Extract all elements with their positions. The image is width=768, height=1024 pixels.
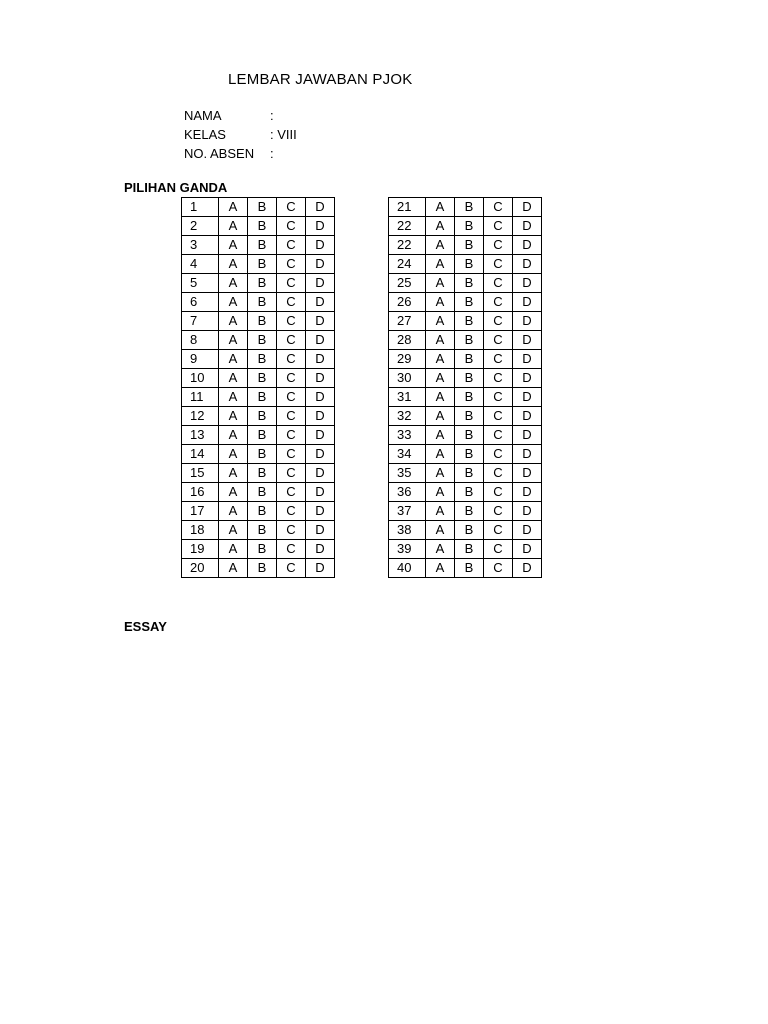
answer-row	[389, 445, 542, 464]
option-c-cell[interactable]: C	[277, 521, 306, 540]
question-number: 26	[389, 293, 426, 312]
answer-row	[182, 331, 335, 350]
option-b-cell[interactable]: B	[248, 217, 277, 236]
question-number: 25	[389, 274, 426, 293]
option-c-cell[interactable]: C	[277, 331, 306, 350]
option-c-cell[interactable]: C	[277, 559, 306, 578]
option-c-cell[interactable]: C	[484, 388, 513, 407]
answer-row	[182, 483, 335, 502]
option-d-cell[interactable]: D	[306, 521, 335, 540]
option-d-cell[interactable]: D	[513, 464, 542, 483]
option-b-cell[interactable]: B	[248, 483, 277, 502]
option-d-cell[interactable]: D	[513, 350, 542, 369]
answer-row	[182, 236, 335, 255]
answer-row	[389, 559, 542, 578]
question-number: 40	[389, 559, 426, 578]
question-number: 32	[389, 407, 426, 426]
page-title: LEMBAR JAWABAN PJOK	[228, 71, 413, 88]
absen-value: :	[270, 146, 274, 161]
question-number: 37	[389, 502, 426, 521]
answer-row	[389, 198, 542, 217]
option-d-cell[interactable]: D	[306, 331, 335, 350]
question-number: 19	[182, 540, 219, 559]
option-d-cell[interactable]: D	[513, 293, 542, 312]
option-d-cell[interactable]: D	[306, 464, 335, 483]
question-number: 31	[389, 388, 426, 407]
question-number: 7	[182, 312, 219, 331]
option-b-cell[interactable]: B	[248, 502, 277, 521]
option-c-cell[interactable]: C	[484, 445, 513, 464]
option-a-cell[interactable]: A	[219, 426, 248, 445]
option-d-cell[interactable]: D	[513, 521, 542, 540]
option-d-cell[interactable]: D	[513, 407, 542, 426]
question-number: 17	[182, 502, 219, 521]
question-number: 38	[389, 521, 426, 540]
option-d-cell[interactable]: D	[306, 388, 335, 407]
answer-row	[389, 331, 542, 350]
option-b-cell[interactable]: B	[248, 198, 277, 217]
question-number: 36	[389, 483, 426, 502]
option-b-cell[interactable]: B	[455, 293, 484, 312]
answer-row	[389, 521, 542, 540]
option-a-cell[interactable]: A	[426, 274, 455, 293]
option-b-cell[interactable]: B	[248, 388, 277, 407]
option-d-cell[interactable]: D	[513, 255, 542, 274]
absen-row	[184, 146, 274, 161]
option-c-cell[interactable]: C	[484, 331, 513, 350]
question-number: 16	[182, 483, 219, 502]
question-number: 28	[389, 331, 426, 350]
answer-row	[182, 502, 335, 521]
option-a-cell[interactable]: A	[219, 331, 248, 350]
nama-value: :	[270, 108, 274, 123]
multiple-choice-heading: PILIHAN GANDA	[124, 180, 228, 195]
answer-row	[389, 350, 542, 369]
option-d-cell[interactable]: D	[306, 293, 335, 312]
option-d-cell[interactable]: D	[513, 236, 542, 255]
option-c-cell[interactable]: C	[277, 293, 306, 312]
option-d-cell[interactable]: D	[306, 426, 335, 445]
question-number: 9	[182, 350, 219, 369]
option-b-cell[interactable]: B	[248, 369, 277, 388]
answer-row	[182, 407, 335, 426]
option-c-cell[interactable]: C	[277, 407, 306, 426]
option-b-cell[interactable]: B	[248, 312, 277, 331]
question-number: 30	[389, 369, 426, 388]
option-a-cell[interactable]: A	[426, 464, 455, 483]
option-a-cell[interactable]: A	[219, 274, 248, 293]
option-c-cell[interactable]: C	[484, 312, 513, 331]
option-a-cell[interactable]: A	[426, 388, 455, 407]
question-number: 35	[389, 464, 426, 483]
answer-row	[182, 388, 335, 407]
option-a-cell[interactable]: A	[426, 236, 455, 255]
option-c-cell[interactable]: C	[277, 217, 306, 236]
answer-row	[182, 559, 335, 578]
option-c-cell[interactable]: C	[484, 369, 513, 388]
option-b-cell[interactable]: B	[455, 350, 484, 369]
option-d-cell[interactable]: D	[513, 369, 542, 388]
option-b-cell[interactable]: B	[248, 331, 277, 350]
question-number: 20	[182, 559, 219, 578]
option-a-cell[interactable]: A	[219, 502, 248, 521]
answer-row	[389, 407, 542, 426]
option-b-cell[interactable]: B	[455, 369, 484, 388]
option-c-cell[interactable]: C	[277, 388, 306, 407]
option-c-cell[interactable]: C	[484, 502, 513, 521]
option-b-cell[interactable]: B	[455, 445, 484, 464]
option-a-cell[interactable]: A	[219, 445, 248, 464]
option-b-cell[interactable]: B	[455, 559, 484, 578]
answer-row	[389, 540, 542, 559]
option-a-cell[interactable]: A	[219, 350, 248, 369]
question-number: 39	[389, 540, 426, 559]
option-a-cell[interactable]: A	[219, 521, 248, 540]
option-c-cell[interactable]: C	[484, 559, 513, 578]
answer-row	[182, 464, 335, 483]
kelas-value: : VIII	[270, 127, 297, 142]
answer-row	[389, 236, 542, 255]
option-c-cell[interactable]: C	[484, 255, 513, 274]
option-c-cell[interactable]: C	[277, 274, 306, 293]
option-c-cell[interactable]: C	[277, 426, 306, 445]
question-number: 33	[389, 426, 426, 445]
question-number: 22	[389, 217, 426, 236]
option-a-cell[interactable]: A	[426, 350, 455, 369]
option-d-cell[interactable]: D	[513, 198, 542, 217]
option-b-cell[interactable]: B	[455, 255, 484, 274]
option-b-cell[interactable]: B	[248, 274, 277, 293]
option-a-cell[interactable]: A	[219, 293, 248, 312]
option-a-cell[interactable]: A	[426, 217, 455, 236]
question-number: 4	[182, 255, 219, 274]
answer-row	[389, 464, 542, 483]
option-c-cell[interactable]: C	[277, 464, 306, 483]
option-a-cell[interactable]: A	[426, 293, 455, 312]
option-a-cell[interactable]: A	[219, 217, 248, 236]
option-d-cell[interactable]: D	[513, 312, 542, 331]
question-number: 27	[389, 312, 426, 331]
option-c-cell[interactable]: C	[277, 350, 306, 369]
option-b-cell[interactable]: B	[248, 426, 277, 445]
option-c-cell[interactable]: C	[484, 274, 513, 293]
answer-table-right	[388, 197, 542, 578]
question-number: 21	[389, 198, 426, 217]
option-c-cell[interactable]: C	[277, 445, 306, 464]
option-a-cell[interactable]: A	[426, 255, 455, 274]
option-d-cell[interactable]: D	[513, 274, 542, 293]
option-a-cell[interactable]: A	[426, 426, 455, 445]
option-b-cell[interactable]: B	[248, 521, 277, 540]
answer-row	[389, 217, 542, 236]
answer-row	[182, 312, 335, 331]
option-d-cell[interactable]: D	[306, 559, 335, 578]
option-d-cell[interactable]: D	[306, 445, 335, 464]
option-a-cell[interactable]: A	[426, 407, 455, 426]
option-c-cell[interactable]: C	[484, 407, 513, 426]
option-a-cell[interactable]: A	[219, 559, 248, 578]
answer-row	[389, 255, 542, 274]
option-c-cell[interactable]: C	[484, 293, 513, 312]
option-c-cell[interactable]: C	[484, 198, 513, 217]
option-a-cell[interactable]: A	[426, 331, 455, 350]
question-number: 1	[182, 198, 219, 217]
answer-row	[182, 521, 335, 540]
option-b-cell[interactable]: B	[455, 464, 484, 483]
option-c-cell[interactable]: C	[277, 369, 306, 388]
option-b-cell[interactable]: B	[455, 198, 484, 217]
option-d-cell[interactable]: D	[306, 198, 335, 217]
option-a-cell[interactable]: A	[219, 540, 248, 559]
option-a-cell[interactable]: A	[426, 521, 455, 540]
option-a-cell[interactable]: A	[219, 388, 248, 407]
option-c-cell[interactable]: C	[484, 236, 513, 255]
question-number: 10	[182, 369, 219, 388]
option-a-cell[interactable]: A	[219, 198, 248, 217]
option-d-cell[interactable]: D	[513, 483, 542, 502]
option-d-cell[interactable]: D	[306, 312, 335, 331]
answer-row	[182, 293, 335, 312]
option-c-cell[interactable]: C	[484, 350, 513, 369]
question-number: 18	[182, 521, 219, 540]
option-d-cell[interactable]: D	[513, 445, 542, 464]
option-a-cell[interactable]: A	[219, 312, 248, 331]
answer-row	[182, 540, 335, 559]
option-b-cell[interactable]: B	[455, 274, 484, 293]
option-a-cell[interactable]: A	[426, 559, 455, 578]
option-d-cell[interactable]: D	[306, 540, 335, 559]
question-number: 8	[182, 331, 219, 350]
option-d-cell[interactable]: D	[306, 483, 335, 502]
answer-row	[389, 293, 542, 312]
option-c-cell[interactable]: C	[277, 483, 306, 502]
option-c-cell[interactable]: C	[484, 540, 513, 559]
option-d-cell[interactable]: D	[306, 236, 335, 255]
option-a-cell[interactable]: A	[219, 236, 248, 255]
option-c-cell[interactable]: C	[277, 236, 306, 255]
option-b-cell[interactable]: B	[248, 464, 277, 483]
option-d-cell[interactable]: D	[306, 217, 335, 236]
option-a-cell[interactable]: A	[219, 407, 248, 426]
kelas-label: KELAS	[184, 127, 226, 142]
answer-row	[389, 426, 542, 445]
option-b-cell[interactable]: B	[248, 255, 277, 274]
question-number: 11	[182, 388, 219, 407]
option-d-cell[interactable]: D	[306, 502, 335, 521]
option-a-cell[interactable]: A	[219, 483, 248, 502]
answer-row	[389, 388, 542, 407]
answer-row	[182, 445, 335, 464]
question-number: 14	[182, 445, 219, 464]
question-number: 13	[182, 426, 219, 445]
option-d-cell[interactable]: D	[306, 274, 335, 293]
answer-row	[182, 426, 335, 445]
option-c-cell[interactable]: C	[277, 255, 306, 274]
option-b-cell[interactable]: B	[248, 559, 277, 578]
option-d-cell[interactable]: D	[513, 540, 542, 559]
option-d-cell[interactable]: D	[306, 407, 335, 426]
nama-row	[184, 108, 274, 123]
option-d-cell[interactable]: D	[306, 255, 335, 274]
question-number: 12	[182, 407, 219, 426]
option-c-cell[interactable]: C	[484, 483, 513, 502]
option-d-cell[interactable]: D	[513, 559, 542, 578]
absen-label: NO. ABSEN	[184, 146, 255, 161]
kelas-row	[184, 127, 297, 142]
answer-row	[182, 350, 335, 369]
question-number: 29	[389, 350, 426, 369]
question-number: 15	[182, 464, 219, 483]
option-b-cell[interactable]: B	[248, 236, 277, 255]
option-b-cell[interactable]: B	[455, 540, 484, 559]
answer-row	[182, 198, 335, 217]
answer-row	[389, 312, 542, 331]
option-b-cell[interactable]: B	[455, 426, 484, 445]
nama-label: NAMA	[184, 108, 222, 123]
option-c-cell[interactable]: C	[277, 312, 306, 331]
option-d-cell[interactable]: D	[513, 502, 542, 521]
option-a-cell[interactable]: A	[426, 369, 455, 388]
option-c-cell[interactable]: C	[277, 540, 306, 559]
option-d-cell[interactable]: D	[306, 350, 335, 369]
option-b-cell[interactable]: B	[455, 312, 484, 331]
option-a-cell[interactable]: A	[219, 369, 248, 388]
question-number: 24	[389, 255, 426, 274]
option-b-cell[interactable]: B	[455, 521, 484, 540]
option-b-cell[interactable]: B	[248, 540, 277, 559]
essay-heading: ESSAY	[124, 619, 167, 634]
option-b-cell[interactable]: B	[455, 331, 484, 350]
answer-table-left	[181, 197, 335, 578]
answer-row	[182, 255, 335, 274]
option-a-cell[interactable]: A	[219, 255, 248, 274]
option-d-cell[interactable]: D	[306, 369, 335, 388]
option-d-cell[interactable]: D	[513, 426, 542, 445]
option-c-cell[interactable]: C	[484, 217, 513, 236]
option-d-cell[interactable]: D	[513, 217, 542, 236]
answer-row	[182, 217, 335, 236]
option-a-cell[interactable]: A	[426, 502, 455, 521]
option-c-cell[interactable]: C	[484, 464, 513, 483]
question-number: 5	[182, 274, 219, 293]
question-number: 2	[182, 217, 219, 236]
option-b-cell[interactable]: B	[455, 236, 484, 255]
option-b-cell[interactable]: B	[455, 388, 484, 407]
option-a-cell[interactable]: A	[426, 198, 455, 217]
option-c-cell[interactable]: C	[484, 521, 513, 540]
option-b-cell[interactable]: B	[455, 502, 484, 521]
option-a-cell[interactable]: A	[426, 312, 455, 331]
option-b-cell[interactable]: B	[455, 483, 484, 502]
option-c-cell[interactable]: C	[277, 502, 306, 521]
answer-row	[389, 274, 542, 293]
option-b-cell[interactable]: B	[248, 445, 277, 464]
option-b-cell[interactable]: B	[455, 407, 484, 426]
answer-row	[389, 369, 542, 388]
option-c-cell[interactable]: C	[277, 198, 306, 217]
option-a-cell[interactable]: A	[426, 445, 455, 464]
option-b-cell[interactable]: B	[455, 217, 484, 236]
option-a-cell[interactable]: A	[426, 540, 455, 559]
question-number: 22	[389, 236, 426, 255]
answer-row	[182, 274, 335, 293]
option-a-cell[interactable]: A	[426, 483, 455, 502]
option-d-cell[interactable]: D	[513, 388, 542, 407]
question-number: 3	[182, 236, 219, 255]
answer-row	[389, 483, 542, 502]
option-b-cell[interactable]: B	[248, 293, 277, 312]
option-c-cell[interactable]: C	[484, 426, 513, 445]
answer-row	[389, 502, 542, 521]
option-a-cell[interactable]: A	[219, 464, 248, 483]
option-b-cell[interactable]: B	[248, 350, 277, 369]
option-b-cell[interactable]: B	[248, 407, 277, 426]
question-number: 6	[182, 293, 219, 312]
answer-row	[182, 369, 335, 388]
question-number: 34	[389, 445, 426, 464]
option-d-cell[interactable]: D	[513, 331, 542, 350]
